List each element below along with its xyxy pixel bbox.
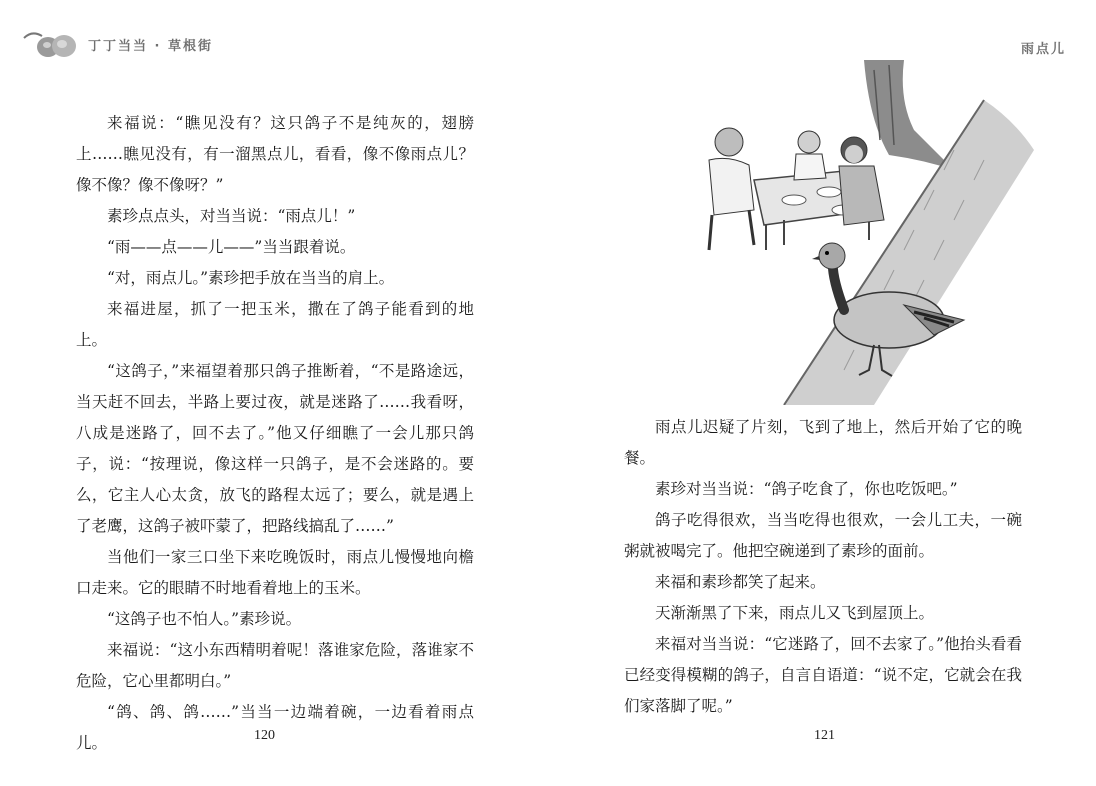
paragraph: 来福对当当说：“它迷路了，回不去家了。”他抬头看看已经变得模糊的鸽子，自言自语道：“说不定，它就会在我们家落脚了呢。”	[624, 635, 1022, 715]
paragraph: 来福说：“瞧见没有？这只鸽子不是纯灰的，翅膀上……瞧见没有，有一溜黑点儿，看看，像不像雨点儿？像不像？像不像呀？”	[76, 114, 474, 194]
paragraph: 鸽子吃得很欢，当当吃得也很欢，一会儿工夫，一碗粥就被喝完了。他把空碗递到了素珍的面前。	[624, 511, 1022, 560]
series-title: 丁丁当当 · 草根街	[88, 38, 213, 54]
page-number-right: 121	[814, 728, 835, 743]
chapter-title: 雨点儿	[1020, 42, 1066, 57]
paragraph: “对，雨点儿。”素珍把手放在当当的肩上。	[107, 269, 395, 287]
paragraph: “这鸽子，”来福望着那只鸽子推断着，“不是路途远，当天赶不回去，半路上要过夜，就是迷路了……我看呀，八成是迷路了，回不去了。”他又仔细瞧了一会儿那只鸽子，说：“按理说，像这样一只鸽子，是不会迷路的。要么，它主人心太贪，放飞的路程太远了；要么，就是遇上了老鹰，这鸽子被吓蒙了，把路线搞乱了……”	[76, 362, 474, 535]
paragraph: 来福进屋，抓了一把玉米，撒在了鸽子能看到的地上。	[76, 300, 474, 349]
paragraph: 当他们一家三口坐下来吃晚饭时，雨点儿慢慢地向檐口走来。它的眼睛不时地看着地上的玉米。	[76, 548, 474, 597]
child-figure	[798, 131, 820, 153]
father-figure	[715, 128, 743, 156]
paragraph: “这鸽子也不怕人。”素珍说。	[107, 610, 302, 628]
paragraph: “雨——点——儿——”当当跟着说。	[107, 238, 356, 256]
page-number-left: 120	[254, 728, 275, 743]
paragraph: 素珍点点头，对当当说：“雨点儿！”	[107, 207, 356, 225]
left-page-body	[76, 108, 474, 759]
paragraph: 来福说：“这小东西精明着呢！落谁家危险，落谁家不危险，它心里都明白。”	[76, 641, 474, 690]
right-page	[548, 0, 1096, 786]
paragraph: “鸽、鸽、鸽……”当当一边端着碗，一边看着雨点儿。	[76, 703, 474, 752]
family-dinner-pigeon-illustration	[654, 60, 1044, 405]
running-header-left	[22, 28, 213, 60]
paragraph: 素珍对当当说：“鸽子吃食了，你也吃饭吧。”	[655, 480, 958, 498]
paragraph: 来福和素珍都笑了起来。	[655, 573, 826, 591]
gourd-logo-icon	[22, 28, 80, 60]
paragraph: 雨点儿迟疑了片刻，飞到了地上，然后开始了它的晚餐。	[624, 418, 1022, 467]
right-page-body	[624, 412, 1022, 722]
paragraph: 天渐渐黑了下来，雨点儿又飞到屋顶上。	[655, 604, 935, 622]
